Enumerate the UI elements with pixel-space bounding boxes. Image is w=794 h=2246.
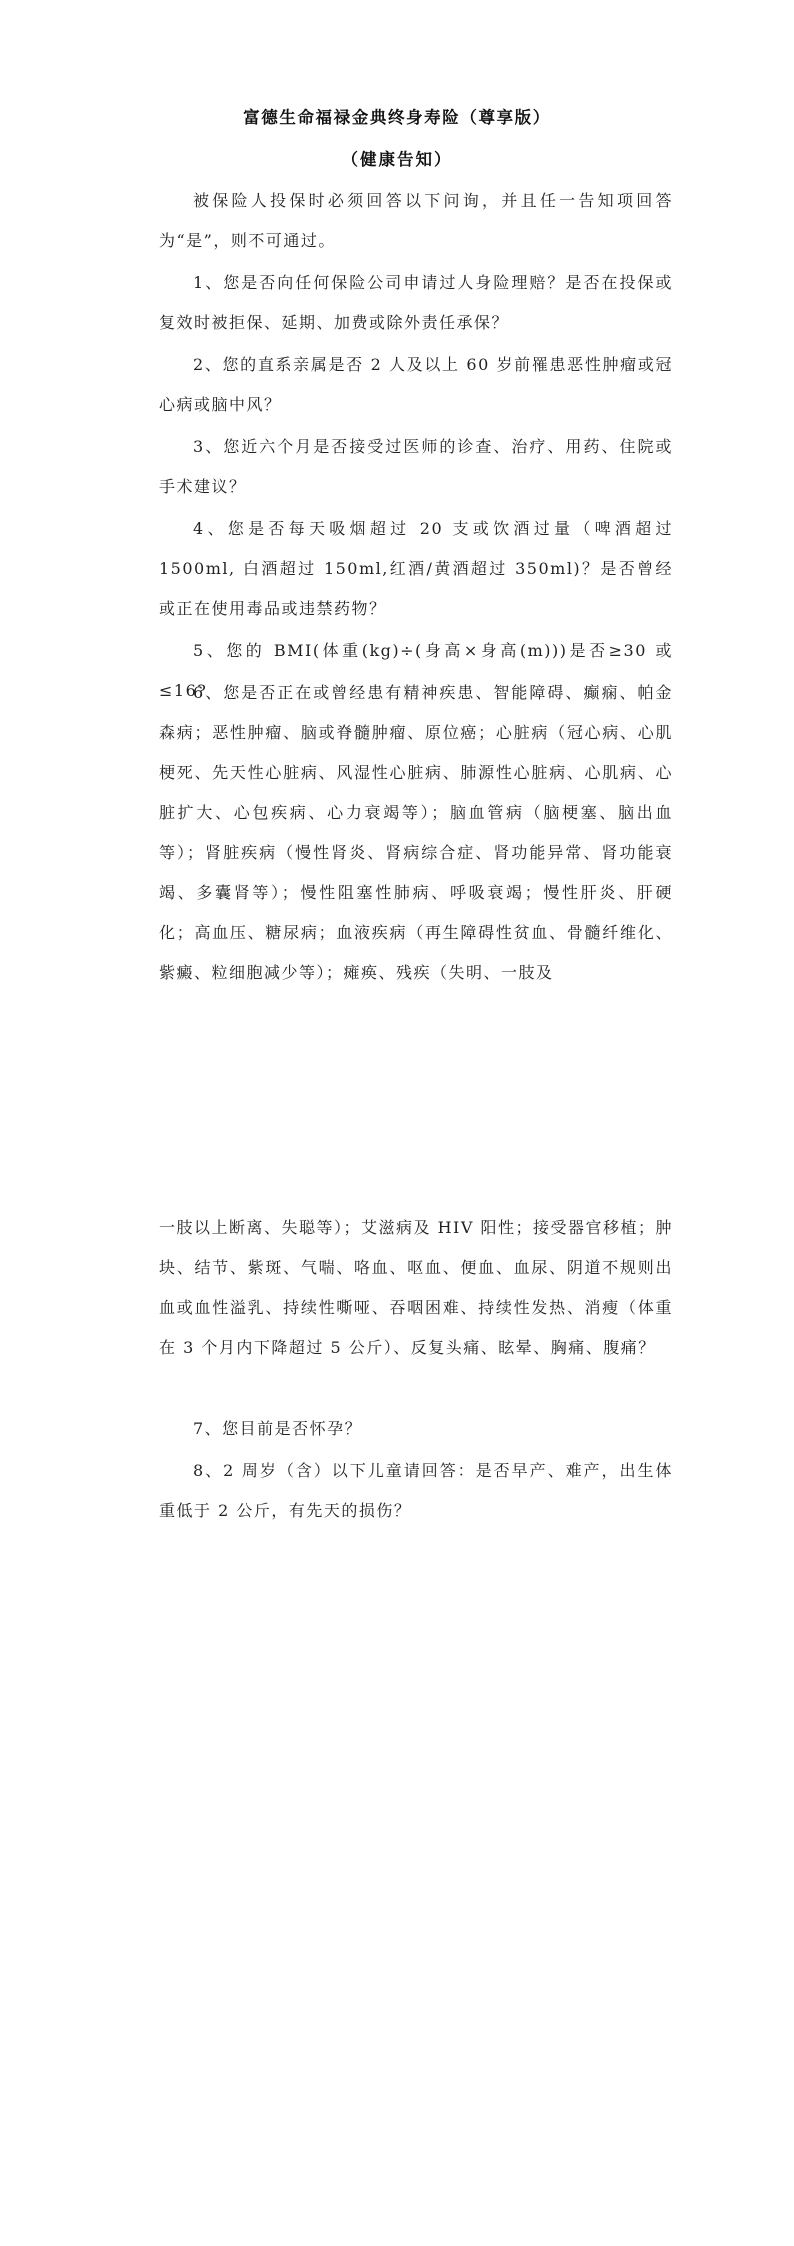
- question-6-part-1: 6、您是否正在或曾经患有精神疾患、智能障碍、癫痫、帕金森病；恶性肿瘤、脑或脊髓肿瘤、原位癌；心脏病（冠心病、心肌梗死、先天性心脏病、风湿性心脏病、肺源性心脏病、心肌病、心脏扩大、心包疾病、心力衰竭等）；脑血管病（脑梗塞、脑出血等）；肾脏疾病（慢性肾炎、肾病综合症、肾功能异常、肾功能衰竭、多囊肾等）；慢性阻塞性肺病、呼吸衰竭；慢性肝炎、肝硬化；高血压、糖尿病；血液疾病（再生障碍性贫血、骨髓纤维化、紫癜、粒细胞减少等）；瘫痪、残疾（失明、一肢及: [159, 683, 673, 982]
- question-8: 8、2 周岁（含）以下儿童请回答：是否早产、难产，出生体重低于 2 公斤，有先天的损伤？: [159, 1461, 673, 1520]
- question-5: 5、您的 BMI(体重(kg)÷(身高×身高(m)))是否≥30 或≤16?: [159, 641, 673, 700]
- document-subtitle: （健康告知）: [341, 150, 453, 169]
- question-6-part-2: 一肢以上断离、失聪等）；艾滋病及 HIV 阳性；接受器官移植；肿块、结节、紫斑、气喘、咯血、呕血、便血、血尿、阴道不规则出血或血性溢乳、持续性嘶哑、吞咽困难、持续性发热、消瘦（体重在 3 个月内下降超过 5 公斤）、反复头痛、眩晕、胸痛、腹痛？: [159, 1218, 674, 1357]
- intro-paragraph: 被保险人投保时必须回答以下问询，并且任一告知项回答为“是”，则不可通过。: [159, 191, 673, 250]
- document-title: 富德生命福禄金典终身寿险（尊享版）: [243, 108, 551, 127]
- question-3: 3、您近六个月是否接受过医师的诊查、治疗、用药、住院或手术建议？: [159, 437, 673, 496]
- question-1: 1、您是否向任何保险公司申请过人身险理赔？是否在投保或复效时被拒保、延期、加费或除外责任承保？: [159, 273, 673, 332]
- question-2: 2、您的直系亲属是否 2 人及以上 60 岁前罹患恶性肿瘤或冠心病或脑中风？: [159, 355, 673, 414]
- question-7: 7、您目前是否怀孕？: [193, 1419, 363, 1438]
- question-4: 4、您是否每天吸烟超过 20 支或饮酒过量（啤酒超过 1500ml, 白酒超过 150ml,红酒/黄酒超过 350ml)？是否曾经或正在使用毒品或违禁药物？: [159, 519, 673, 618]
